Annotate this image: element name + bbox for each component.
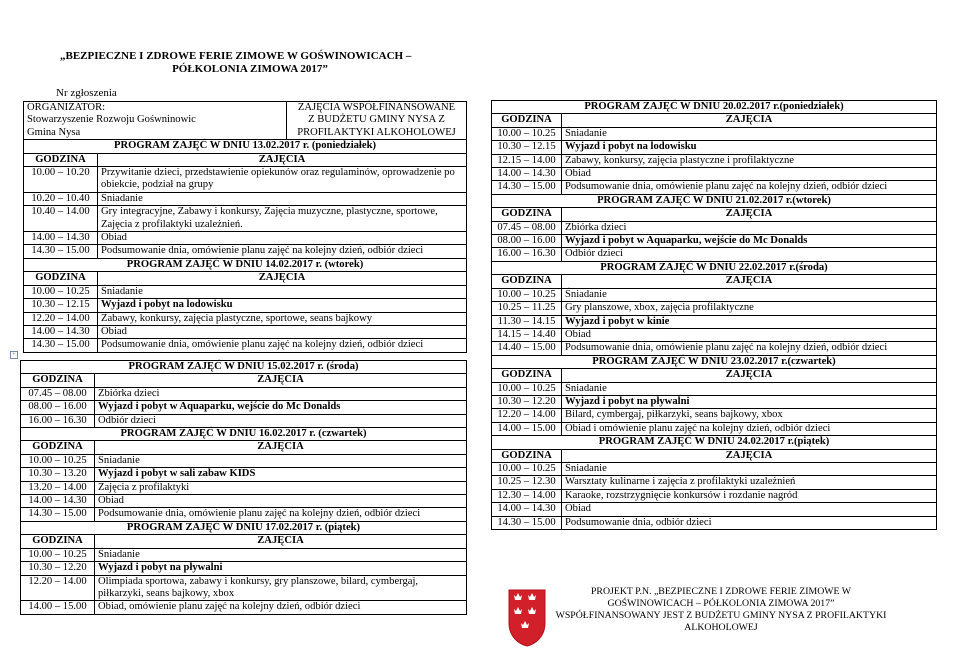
time-cell: 14.40 – 15.00 — [492, 342, 562, 355]
time-cell: 10.00 – 10.25 — [492, 382, 562, 395]
time-cell: 14.00 – 14.30 — [492, 168, 562, 181]
activity-cell: Podsumowanie dnia, omówienie planu zajęć na kolejny dzień, odbiór dzieci — [98, 245, 467, 258]
activity-cell: Obiad — [562, 503, 937, 516]
schedule-row — [492, 489, 937, 502]
col-header-time: GODZINA — [492, 275, 562, 288]
schedule-row — [492, 382, 937, 395]
activity-cell: Obiad — [95, 495, 467, 508]
schedule-row — [492, 288, 937, 301]
day-23-02 — [492, 355, 937, 435]
activity-cell: Śniadanie — [95, 548, 467, 561]
day-header: PROGRAM ZAJĘĆ W DNIU 15.02.2017 r. (środa) — [21, 361, 467, 374]
organizer-label: ORGANIZATOR: — [27, 102, 106, 113]
activity-cell: Zabawy, konkursy, zajęcia plastyczne i profilaktyczne — [562, 154, 937, 167]
time-cell: 10.30 – 12.15 — [492, 141, 562, 154]
time-cell: 14.30 – 15.00 — [21, 508, 95, 521]
activity-cell: Karaoke, rozstrzygnięcie konkursów i rozdanie nagród — [562, 489, 937, 502]
schedule-row — [492, 315, 937, 328]
activity-cell: Zabawy, konkursy, zajęcia plastyczne, sportowe, seans bajkowy — [98, 312, 467, 325]
time-cell: 10.00 – 10.25 — [492, 462, 562, 475]
activity-cell: Wyjazd i pobyt na lodowisku — [562, 141, 937, 154]
time-cell: 14.00 – 14.30 — [21, 495, 95, 508]
cofunding-cell — [287, 102, 467, 139]
time-cell: 10.25 – 12.30 — [492, 476, 562, 489]
schedule-row — [21, 548, 467, 561]
organizer-row — [24, 102, 467, 140]
day-21-02 — [492, 194, 937, 261]
cofunding-line-2: Z BUDŻETU GMINY NYSA Z — [308, 114, 445, 126]
schedule-row — [21, 575, 467, 601]
col-header-activity: ZAJĘCIA — [95, 441, 467, 454]
activity-cell: Zajęcia z profilaktyki — [95, 481, 467, 494]
schedule-row — [21, 387, 467, 400]
schedule-row — [21, 508, 467, 521]
day-header: PROGRAM ZAJĘĆ W DNIU 13.02.2017 r. (poniedziałek) — [24, 140, 467, 153]
project-footer — [552, 586, 890, 634]
column-header-row — [492, 114, 937, 127]
col-header-activity: ZAJĘCIA — [562, 114, 937, 127]
col-header-activity: ZAJĘCIA — [562, 369, 937, 382]
footer-line-3: WSPÓŁFINANSOWANY JEST Z BUDŻETU GMINY NYSA Z PROFILAKTYKI — [555, 610, 887, 621]
col-header-time: GODZINA — [492, 369, 562, 382]
schedule-row — [21, 481, 467, 494]
col-header-time: GODZINA — [24, 153, 98, 166]
schedule-row — [492, 181, 937, 194]
time-cell: 10.00 – 10.25 — [21, 454, 95, 467]
activity-cell: Zbiórka dzieci — [95, 387, 467, 400]
col-header-time: GODZINA — [21, 441, 95, 454]
schedule-row — [21, 468, 467, 481]
day-16-02 — [21, 428, 467, 522]
time-cell: 10.00 – 10.25 — [24, 285, 98, 298]
schedule-row — [492, 302, 937, 315]
activity-cell: Wyjazd i pobyt na pływalni — [562, 395, 937, 408]
activity-cell: Podsumowanie dnia, odbiór dzieci — [562, 516, 937, 529]
activity-cell: Olimpiada sportowa, zabawy i konkursy, gry planszowe, bilard, cymbergaj, piłkarzyki, seans bajkowy, xbox — [95, 575, 467, 601]
cofunding-line-3: PROFILAKTYKI ALKOHOLOWEJ — [297, 126, 456, 138]
column-header-row — [24, 272, 467, 285]
time-cell: 12.20 – 14.00 — [21, 575, 95, 601]
day-header-row — [24, 258, 467, 271]
table-move-handle-icon[interactable]: + — [10, 351, 18, 359]
footer-line-1: PROJEKT P.N. „BEZPIECZNE I ZDROWE FERIE ZIMOWE W — [590, 586, 852, 597]
time-cell: 14.30 – 15.00 — [492, 516, 562, 529]
col-header-time: GODZINA — [21, 535, 95, 548]
time-cell: 11.30 – 14.15 — [492, 315, 562, 328]
schedule-table-week2 — [491, 100, 937, 530]
col-header-activity: ZAJĘCIA — [562, 449, 937, 462]
time-cell: 14.00 – 15.00 — [492, 422, 562, 435]
col-header-time: GODZINA — [492, 208, 562, 221]
day-20-02 — [492, 101, 937, 195]
gmina-nysa-crest-icon — [508, 589, 546, 647]
schedule-row — [24, 312, 467, 325]
activity-cell: Warsztaty kulinarne i zajęcia z profilaktyki uzależnień — [562, 476, 937, 489]
activity-cell: Śniadanie — [95, 454, 467, 467]
day-header-row — [492, 436, 937, 449]
time-cell: 10.30 – 13.20 — [21, 468, 95, 481]
column-header-row — [21, 441, 467, 454]
activity-cell: Odbiór dzieci — [562, 248, 937, 261]
title-line-2: PÓŁKOLONIA ZIMOWA 2017” — [172, 63, 328, 75]
day-header-row — [24, 140, 467, 153]
column-header-row — [21, 535, 467, 548]
col-header-activity: ZAJĘCIA — [95, 374, 467, 387]
organizer-cell — [24, 102, 287, 139]
time-cell: 16.00 – 16.30 — [492, 248, 562, 261]
activity-cell: Obiad, omówienie planu zajęć na kolejny dzień, odbiór dzieci — [95, 601, 467, 614]
schedule-row — [24, 285, 467, 298]
time-cell: 08.00 – 16.00 — [21, 401, 95, 414]
activity-cell: Wyjazd i pobyt w sali zabaw KIDS — [95, 468, 467, 481]
time-cell: 10.30 – 12.20 — [21, 562, 95, 575]
schedule-row — [21, 454, 467, 467]
activity-cell: Śniadanie — [98, 192, 467, 205]
time-cell: 14.30 – 15.00 — [24, 339, 98, 352]
crest-shield — [509, 590, 545, 646]
time-cell: 10.00 – 10.25 — [21, 548, 95, 561]
activity-cell: Obiad — [562, 328, 937, 341]
column-header-row — [21, 374, 467, 387]
day-header-row — [492, 101, 937, 114]
time-cell: 07.45 – 08.00 — [21, 387, 95, 400]
schedule-row — [21, 401, 467, 414]
col-header-activity: ZAJĘCIA — [98, 153, 467, 166]
time-cell: 14.00 – 15.00 — [21, 601, 95, 614]
activity-cell: Podsumowanie dnia, omówienie planu zajęć na kolejny dzień, odbiór dzieci — [562, 181, 937, 194]
activity-cell: Obiad — [562, 168, 937, 181]
activity-cell: Bilard, cymbergaj, piłkarzyki, seans bajkowy, xbox — [562, 409, 937, 422]
day-header-row — [492, 355, 937, 368]
time-cell: 12.15 – 14.00 — [492, 154, 562, 167]
activity-cell: Śniadanie — [98, 285, 467, 298]
schedule-row — [24, 299, 467, 312]
time-cell: 10.00 – 10.25 — [492, 288, 562, 301]
activity-cell: Wyjazd i pobyt w Aquaparku, wejście do Mc Donalds — [95, 401, 467, 414]
activity-cell: Śniadanie — [562, 462, 937, 475]
day-header: PROGRAM ZAJĘĆ W DNIU 14.02.2017 r. (wtorek) — [24, 258, 467, 271]
schedule-table-week1-part2 — [20, 360, 467, 615]
schedule-row — [21, 414, 467, 427]
day-17-02 — [21, 521, 467, 614]
schedule-row — [492, 248, 937, 261]
organizer-gmina: Gmina Nysa — [27, 126, 81, 138]
activity-cell: Obiad i omówienie planu zajęć na kolejny dzień, odbiór dzieci — [562, 422, 937, 435]
registration-number-label: Nr zgłoszenia — [56, 87, 117, 99]
activity-cell: Podsumowanie dnia, omówienie planu zajęć na kolejny dzień, odbiór dzieci — [562, 342, 937, 355]
time-cell: 10.20 – 10.40 — [24, 192, 98, 205]
column-header-row — [492, 208, 937, 221]
time-cell: 10.25 – 11.25 — [492, 302, 562, 315]
day-14-02 — [24, 258, 467, 352]
column-header-row — [492, 275, 937, 288]
day-header: PROGRAM ZAJĘĆ W DNIU 21.02.2017 r.(wtorek) — [492, 194, 937, 207]
activity-cell: Przywitanie dzieci, przedstawienie opiekunów oraz regulaminów, oprowadzenie po obiekcie, podział na grupy — [98, 167, 467, 193]
col-header-activity: ZAJĘCIA — [95, 535, 467, 548]
time-cell: 10.00 – 10.25 — [492, 127, 562, 140]
activity-cell: Zbiórka dzieci — [562, 221, 937, 234]
day-header-row — [492, 194, 937, 207]
schedule-row — [492, 221, 937, 234]
time-cell: 16.00 – 16.30 — [21, 414, 95, 427]
time-cell: 13.20 – 14.00 — [21, 481, 95, 494]
schedule-row — [492, 503, 937, 516]
col-header-activity: ZAJĘCIA — [562, 208, 937, 221]
activity-cell: Obiad — [98, 325, 467, 338]
day-15-02 — [21, 361, 467, 428]
schedule-row — [492, 342, 937, 355]
time-cell: 12.20 – 14.00 — [492, 409, 562, 422]
time-cell: 10.30 – 12.15 — [24, 299, 98, 312]
day-header-row — [21, 361, 467, 374]
schedule-row — [24, 192, 467, 205]
day-13-02 — [24, 140, 467, 259]
schedule-row — [492, 395, 937, 408]
document-title — [60, 50, 460, 76]
schedule-row — [492, 235, 937, 248]
activity-cell: Podsumowanie dnia, omówienie planu zajęć na kolejny dzień, odbiór dzieci — [98, 339, 467, 352]
activity-cell: Śniadanie — [562, 288, 937, 301]
column-header-row — [492, 449, 937, 462]
time-cell: 14.00 – 14.30 — [24, 232, 98, 245]
day-24-02 — [492, 436, 937, 530]
schedule-row — [24, 339, 467, 352]
column-header-row — [24, 153, 467, 166]
activity-cell: Śniadanie — [562, 382, 937, 395]
day-header: PROGRAM ZAJĘĆ W DNIU 16.02.2017 r. (czwartek) — [21, 428, 467, 441]
time-cell: 08.00 – 16.00 — [492, 235, 562, 248]
activity-cell: Wyjazd i pobyt w Aquaparku, wejście do Mc Donalds — [562, 235, 937, 248]
day-header-row — [492, 261, 937, 274]
schedule-row — [24, 232, 467, 245]
schedule-row — [492, 328, 937, 341]
time-cell: 10.30 – 12.20 — [492, 395, 562, 408]
col-header-time: GODZINA — [492, 114, 562, 127]
schedule-row — [492, 154, 937, 167]
time-cell: 12.30 – 14.00 — [492, 489, 562, 502]
activity-cell: Odbiór dzieci — [95, 414, 467, 427]
day-header: PROGRAM ZAJĘĆ W DNIU 20.02.2017 r.(poniedziałek) — [492, 101, 937, 114]
schedule-row — [492, 409, 937, 422]
activity-cell: Gry planszowe, xbox, zajęcia profilaktyczne — [562, 302, 937, 315]
activity-cell: Podsumowanie dnia, omówienie planu zajęć na kolejny dzień, odbiór dzieci — [95, 508, 467, 521]
activity-cell: Wyjazd i pobyt na lodowisku — [98, 299, 467, 312]
time-cell: 12.20 – 14.00 — [24, 312, 98, 325]
col-header-time: GODZINA — [21, 374, 95, 387]
schedule-row — [21, 562, 467, 575]
schedule-row — [492, 168, 937, 181]
day-header-row — [21, 428, 467, 441]
col-header-time: GODZINA — [492, 449, 562, 462]
schedule-row — [492, 422, 937, 435]
time-cell: 10.00 – 10.20 — [24, 167, 98, 193]
schedule-row — [21, 495, 467, 508]
col-header-time: GODZINA — [24, 272, 98, 285]
time-cell: 14.30 – 15.00 — [492, 181, 562, 194]
time-cell: 14.00 – 14.30 — [24, 325, 98, 338]
schedule-row — [24, 167, 467, 193]
activity-cell: Śniadanie — [562, 127, 937, 140]
schedule-row — [492, 462, 937, 475]
day-header-row — [21, 521, 467, 534]
activity-cell: Wyjazd i pobyt w kinie — [562, 315, 937, 328]
schedule-row — [24, 325, 467, 338]
schedule-row — [492, 127, 937, 140]
cofunding-line-1: ZAJĘCIA WSPÓŁFINANSOWANE — [297, 102, 456, 113]
column-header-row — [492, 369, 937, 382]
time-cell: 07.45 – 08.00 — [492, 221, 562, 234]
schedule-row — [21, 601, 467, 614]
day-header: PROGRAM ZAJĘĆ W DNIU 17.02.2017 r. (piątek) — [21, 521, 467, 534]
day-22-02 — [492, 261, 937, 355]
day-header: PROGRAM ZAJĘĆ W DNIU 22.02.2017 r.(środa) — [492, 261, 937, 274]
time-cell: 10.40 – 14.00 — [24, 206, 98, 232]
footer-line-4: ALKOHOLOWEJ — [684, 622, 758, 633]
schedule-row — [492, 476, 937, 489]
col-header-activity: ZAJĘCIA — [562, 275, 937, 288]
time-cell: 14.30 – 15.00 — [24, 245, 98, 258]
title-line-1: „BEZPIECZNE I ZDROWE FERIE ZIMOWE W GOŚWINOWICACH – — [60, 50, 412, 62]
time-cell: 14.15 – 14.40 — [492, 328, 562, 341]
organizer-name: Stowarzyszenie Rozwoju Gośwninowic — [27, 114, 196, 126]
time-cell: 14.00 – 14.30 — [492, 503, 562, 516]
schedule-table-week1-part1 — [23, 101, 467, 353]
day-header: PROGRAM ZAJĘĆ W DNIU 23.02.2017 r.(czwartek) — [492, 355, 937, 368]
footer-line-2: GOŚWINOWICACH – PÓŁKOLONIA ZIMOWA 2017” — [607, 598, 835, 609]
schedule-row — [24, 206, 467, 232]
day-header: PROGRAM ZAJĘĆ W DNIU 24.02.2017 r.(piątek) — [492, 436, 937, 449]
activity-cell: Gry integracyjne, Zabawy i konkursy, Zajęcia muzyczne, plastyczne, sportowe, Zajęcia z profilaktyki uzależnień. — [98, 206, 467, 232]
schedule-row — [492, 516, 937, 529]
activity-cell: Obiad — [98, 232, 467, 245]
col-header-activity: ZAJĘCIA — [98, 272, 467, 285]
schedule-row — [24, 245, 467, 258]
schedule-row — [492, 141, 937, 154]
activity-cell: Wyjazd i pobyt na pływalni — [95, 562, 467, 575]
